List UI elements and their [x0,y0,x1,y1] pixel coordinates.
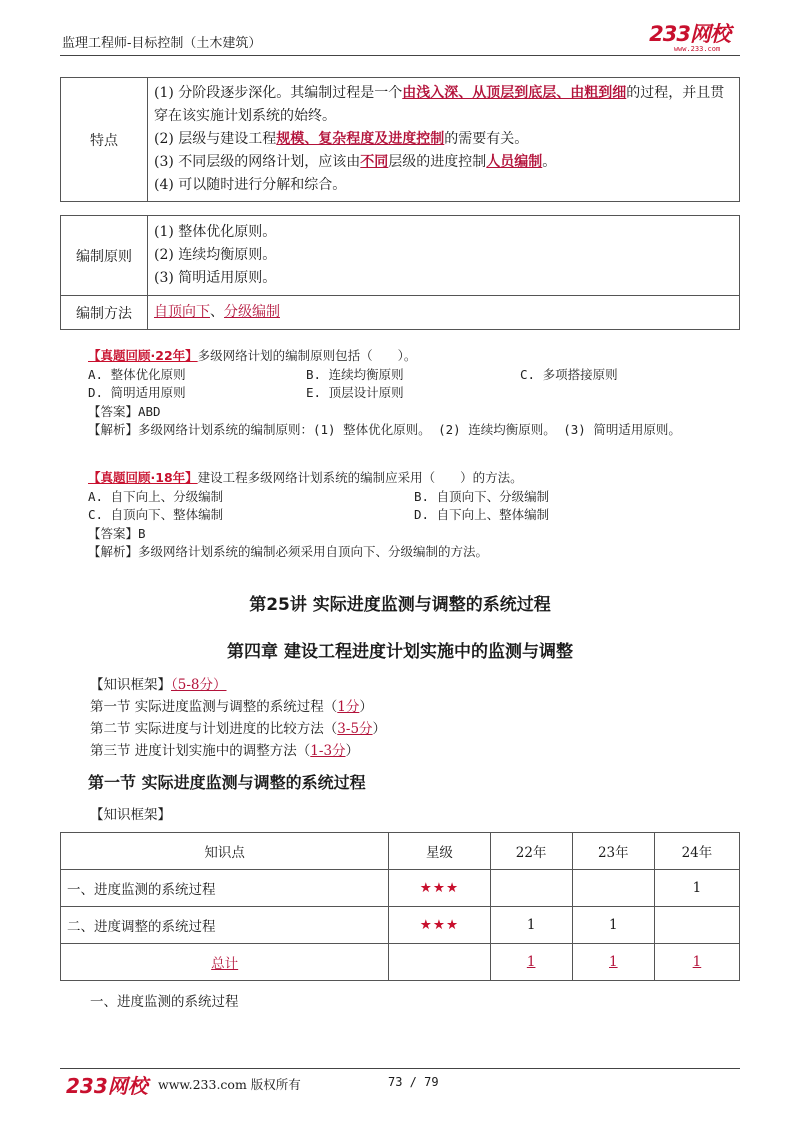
framework-section-3: 第三节 进度计划实施中的调整方法（1-3分） [90,743,360,759]
page-number: 73 / 79 [388,1075,439,1089]
col-header: 星级 [389,833,490,870]
cell-24 [654,907,739,944]
row-name: 二、进度调整的系统过程 [61,907,389,944]
features-label: 特点 [61,78,148,202]
feature-item-3: (3) 不同层级的网络计划，应该由不同层级的进度控制人员编制。 [154,154,557,170]
question-stem: 多级网络计划的编制原则包括（ ）。 [197,348,417,363]
document-header-title: 监理工程师-目标控制（土木建筑） [62,36,262,51]
table-row [61,870,740,907]
subheading: 一、进度监测的系统过程 [90,994,239,1010]
option-a: A. 自下向上、分级编制 [88,488,224,504]
question-tag: 【真题回顾·22年】 [88,348,198,363]
option-b: B. 自顶向下、分级编制 [414,488,550,504]
question-22 [88,347,738,440]
header-divider [60,55,740,56]
table-row [61,907,740,944]
knowledge-framework [90,674,386,762]
option-b: B. 连续均衡原则 [306,366,404,382]
principle-item: (3) 简明适用原则。 [154,270,277,286]
method-content: 自顶向下、分级编制 [148,296,740,330]
footer-divider [60,1068,740,1069]
answer: 【答案】ABD [88,403,161,419]
cell-23 [572,870,654,907]
total-stars [389,944,490,981]
explanation: 【解析】多级网络计划系统的编制原则：(1) 整体优化原则。 (2) 连续均衡原则。 (3) 简明适用原则。 [88,422,681,437]
star-rating: ★★★ [389,907,490,944]
features-table [60,77,740,202]
principle-item: (2) 连续均衡原则。 [154,247,277,263]
question-tag: 【真题回顾·18年】 [88,470,198,485]
option-c: C. 多项搭接原则 [520,366,618,382]
framework-label: 【知识框架】 [90,677,171,693]
cell-22: 1 [490,907,572,944]
feature-item-1: (1) 分阶段逐步深化。其编制过程是一个由浅入深、从顶层到底层、由粗到细的过程，并且贯穿在该实施计划系统的始终。 [154,85,725,124]
option-e: E. 顶层设计原则 [306,385,404,400]
col-header: 24年 [654,833,739,870]
section-title: 第一节 实际进度监测与调整的系统过程 [88,773,366,792]
feature-item-2: (2) 层级与建设工程规模、复杂程度及进度控制的需要有关。 [154,131,529,147]
lecture-title: 第25讲 实际进度监测与调整的系统过程 [249,595,551,615]
principles-label: 编制原则 [61,216,148,296]
question-18 [88,469,738,562]
knowledge-point-table [60,832,740,981]
option-c: C. 自顶向下、整体编制 [88,507,224,522]
col-header: 23年 [572,833,654,870]
table-header-row [61,833,740,870]
framework-section-1: 第一节 实际进度监测与调整的系统过程（1分） [90,699,373,715]
cell-22 [490,870,572,907]
cell-23: 1 [572,907,654,944]
method-label: 编制方法 [61,296,148,330]
chapter-title: 第四章 建设工程进度计划实施中的监测与调整 [227,642,573,662]
row-name: 一、进度监测的系统过程 [61,870,389,907]
explanation: 【解析】多级网络计划系统的编制必须采用自顶向下、分级编制的方法。 [88,544,489,559]
footer-copyright: www.233.com 版权所有 [158,1077,301,1092]
framework-label-2: 【知识框架】 [90,807,171,823]
total-label: 总计 [61,944,389,981]
cell-24: 1 [654,870,739,907]
option-d: D. 自下向上、整体编制 [414,507,550,522]
features-content [148,78,740,202]
total-23: 1 [572,944,654,981]
star-rating: ★★★ [389,870,490,907]
col-header: 知识点 [61,833,389,870]
footer-logo: 233网校 [66,1074,148,1098]
table-total-row [61,944,740,981]
principles-content [148,216,740,296]
option-d: D. 简明适用原则 [88,385,186,400]
framework-score: （5-8分） [171,677,227,693]
feature-item-4: (4) 可以随时进行分解和综合。 [154,177,347,193]
principle-item: (1) 整体优化原则。 [154,224,277,240]
answer: 【答案】B [88,525,146,541]
total-24: 1 [654,944,739,981]
question-stem: 建设工程多级网络计划系统的编制应采用（ ）的方法。 [197,470,523,485]
total-22: 1 [490,944,572,981]
framework-section-2: 第二节 实际进度与计划进度的比较方法（3-5分） [90,721,387,737]
col-header: 22年 [490,833,572,870]
option-a: A. 整体优化原则 [88,366,186,382]
brand-logo: 233网校 www.233.com [649,22,730,53]
principles-table [60,215,740,330]
